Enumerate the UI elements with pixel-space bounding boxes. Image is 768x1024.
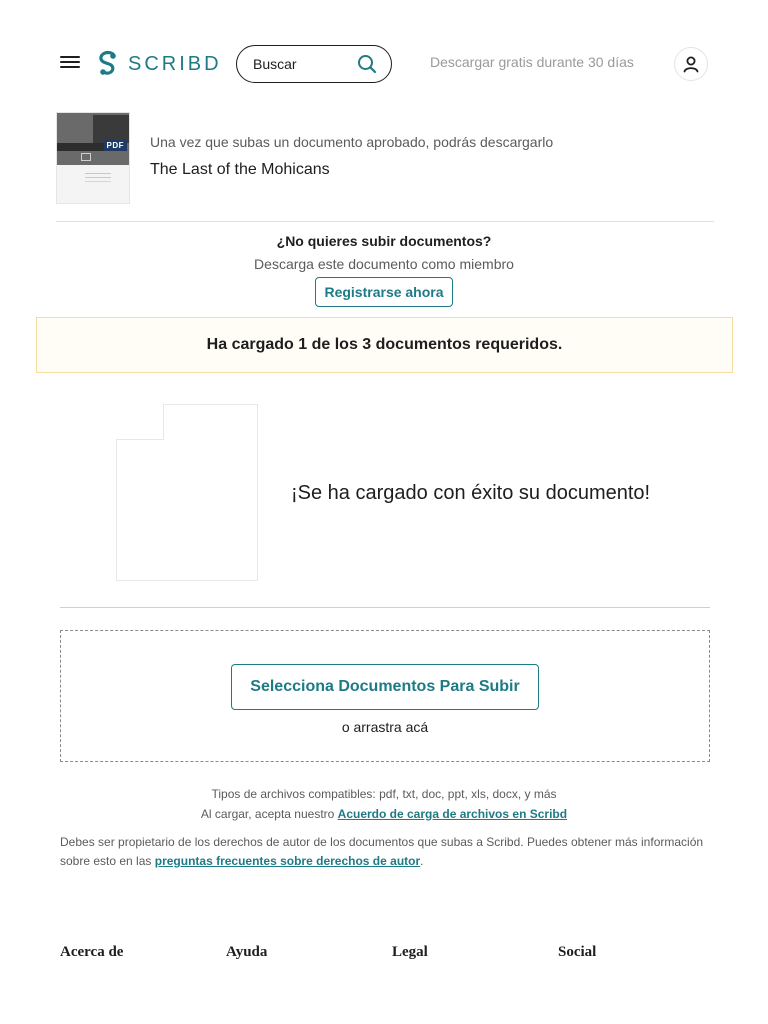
search-icon[interactable] [357,54,377,74]
footer-heading-help[interactable]: Ayuda [226,944,268,960]
user-account-button[interactable] [674,47,708,81]
uploaded-document-preview [116,404,258,581]
footer-heading-social[interactable]: Social [558,944,597,960]
no-upload-question: ¿No quieres subir documentos? [276,233,492,249]
document-info-row [56,110,714,222]
select-documents-button[interactable]: Selecciona Documentos Para Subir [231,664,539,710]
upload-agreement-line [0,804,768,824]
pdf-badge: PDF [104,140,128,151]
user-icon [682,55,700,73]
file-types-note [0,784,768,824]
upload-success-message: ¡Se ha cargado con éxito su documento! [291,482,651,504]
copyright-notice [60,833,710,871]
scribd-wordmark: SCRIBD [128,52,222,75]
supported-file-types: Tipos de archivos compatibles: pdf, txt, doc, ppt, xls, docx, y más [211,787,557,801]
document-title[interactable]: The Last of the Mohicans [150,161,330,178]
upload-progress-text: Ha cargado 1 de los 3 documentos requeridos. [206,336,563,353]
site-footer [0,944,768,968]
upload-agreement-link[interactable]: Acuerdo de carga de archivos en Scribd [337,807,568,821]
footer-heading-about[interactable]: Acerca de [60,944,124,960]
free-trial-link[interactable]: Descargar gratis durante 30 días [430,54,634,70]
download-note: Una vez que subas un documento aprobado, podrás descargarlo [150,134,554,150]
scribd-logo-mark-icon [96,50,120,78]
site-header [0,0,768,104]
copyright-faq-link[interactable]: preguntas frecuentes sobre derechos de autor [154,854,421,868]
no-upload-subtitle: Descarga este documento como miembro [254,256,514,272]
no-upload-section [0,233,768,307]
upload-progress-banner [36,317,733,373]
drag-here-text: o arrastra acá [341,719,429,735]
register-now-button[interactable]: Registrarse ahora [315,277,452,307]
thumbnail-cover-image [93,115,129,143]
hamburger-menu-icon[interactable] [58,53,82,73]
upload-dropzone[interactable] [60,630,710,762]
footer-heading-legal[interactable]: Legal [392,944,428,960]
search-input[interactable] [253,56,349,72]
search-box[interactable] [236,45,392,83]
section-divider [60,607,710,608]
copyright-text: Debes ser propietario de los derechos de autor de los documentos que subas a Scribd. Puedes obtener más información sobre esto en las [60,835,704,868]
copyright-suffix: . [420,854,424,868]
document-thumbnail[interactable] [56,112,130,204]
agreement-prefix: Al cargar, acepta nuestro [200,807,338,821]
scribd-logo[interactable] [96,50,222,78]
